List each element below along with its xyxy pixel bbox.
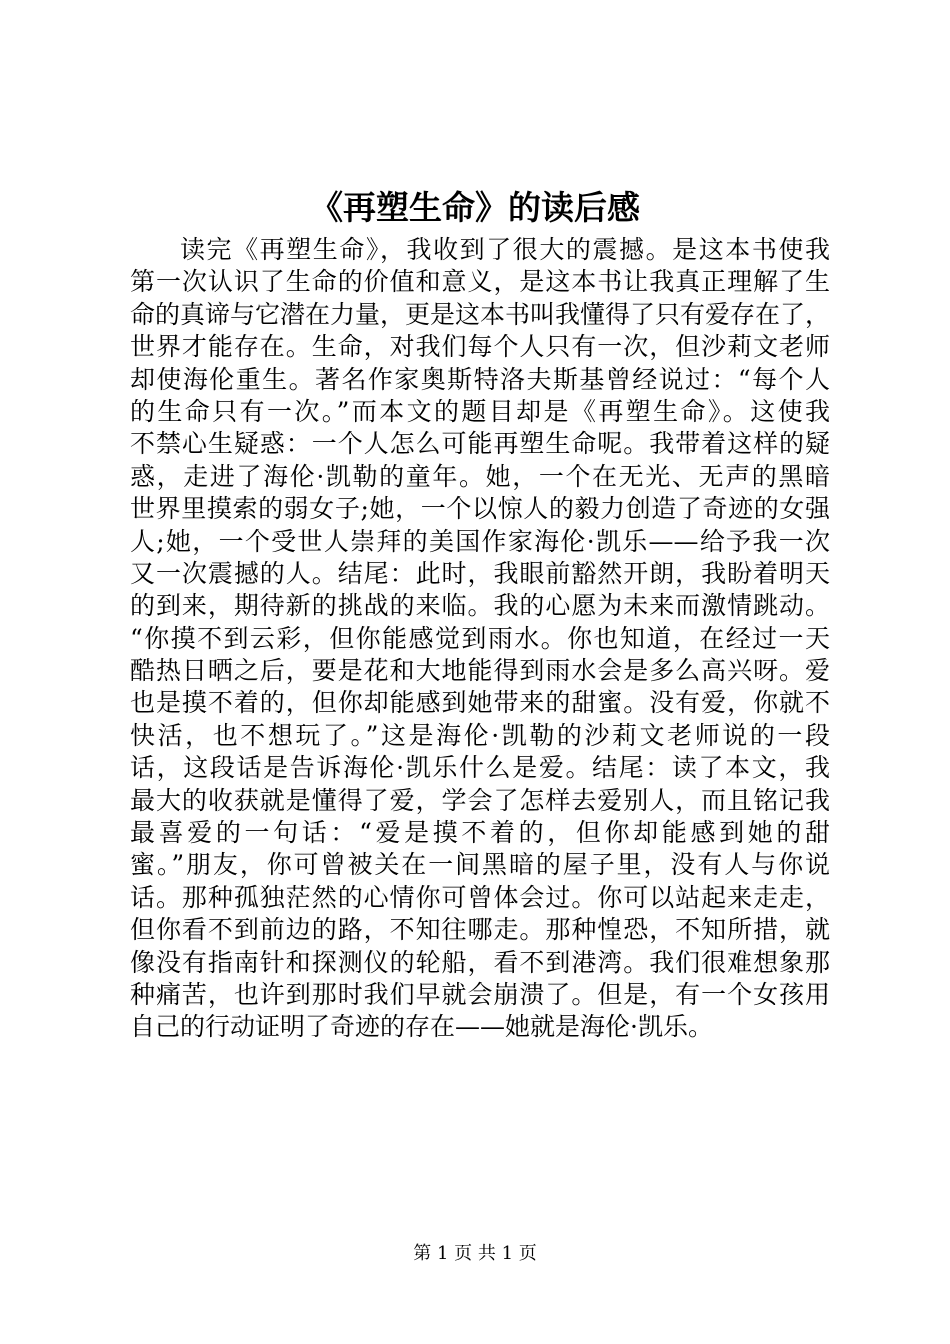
paragraph-line: 却使海伦重生。著名作家奥斯特洛夫斯基曾经说过：“每个人: [130, 364, 830, 394]
page-footer: 第 1 页 共 1 页: [413, 1243, 537, 1264]
body-text: [130, 234, 830, 1044]
paragraph-line: 酷热日晒之后，要是花和大地能得到雨水会是多么高兴呀。爱: [130, 656, 830, 686]
paragraph-line: 世界才能存在。生命，对我们每个人只有一次，但沙莉文老师: [130, 332, 830, 362]
paragraph-line: 命的真谛与它潜在力量，更是这本书叫我懂得了只有爱存在了，: [130, 299, 831, 329]
paragraph-line: 快活，也不想玩了。”这是海伦·凯勒的沙莉文老师说的一段: [130, 720, 830, 750]
paragraph-line: 读完《再塑生命》，我收到了很大的震撼。是这本书使我: [180, 235, 830, 264]
paragraph-line: 惑，走进了海伦·凯勒的童年。她，一个在无光、无声的黑暗: [130, 461, 830, 491]
paragraph-line: 的到来，期待新的挑战的来临。我的心愿为未来而激情跳动。: [130, 591, 830, 621]
paragraph-line: 的生命只有一次。”而本文的题目却是《再塑生命》。这使我: [130, 396, 830, 426]
paragraph-line: 最喜爱的一句话：“爱是摸不着的，但你却能感到她的甜: [130, 818, 830, 848]
paragraph-line: 但你看不到前边的路，不知往哪走。那种惶恐，不知所措，就: [130, 915, 830, 945]
paragraph-line: 不禁心生疑惑：一个人怎么可能再塑生命呢。我带着这样的疑: [130, 429, 830, 459]
paragraph-line: 最大的收获就是懂得了爱，学会了怎样去爱别人，而且铭记我: [130, 785, 830, 815]
paragraph-line: “你摸不到云彩，但你能感觉到雨水。你也知道，在经过一天: [130, 623, 830, 653]
page-title: 《再塑生命》的读后感: [310, 188, 640, 227]
paragraph-line: 蜜。”朋友，你可曾被关在一间黑暗的屋子里，没有人与你说: [130, 850, 830, 880]
paragraph-line: 像没有指南针和探测仪的轮船，看不到港湾。我们很难想象那: [130, 947, 830, 977]
paragraph-line: 话。那种孤独茫然的心情你可曾体会过。你可以站起来走走，: [130, 882, 830, 912]
paragraph-line: 自己的行动证明了奇迹的存在——她就是海伦·凯乐。: [130, 1012, 713, 1042]
paragraph-line: 人;她，一个受世人崇拜的美国作家海伦·凯乐——给予我一次: [130, 526, 830, 556]
paragraph-line: 也是摸不着的，但你却能感到她带来的甜蜜。没有爱，你就不: [130, 688, 830, 718]
paragraph-line: 又一次震撼的人。结尾：此时，我眼前豁然开朗，我盼着明天: [130, 558, 830, 588]
paragraph-line: 世界里摸索的弱女子;她，一个以惊人的毅力创造了奇迹的女强: [130, 494, 830, 524]
paragraph-line: 话，这段话是告诉海伦·凯乐什么是爱。结尾：读了本文，我: [130, 753, 830, 783]
paragraph-line: 第一次认识了生命的价值和意义，是这本书让我真正理解了生: [130, 267, 830, 297]
paragraph-line: 种痛苦，也许到那时我们早就会崩溃了。但是，有一个女孩用: [130, 979, 830, 1009]
